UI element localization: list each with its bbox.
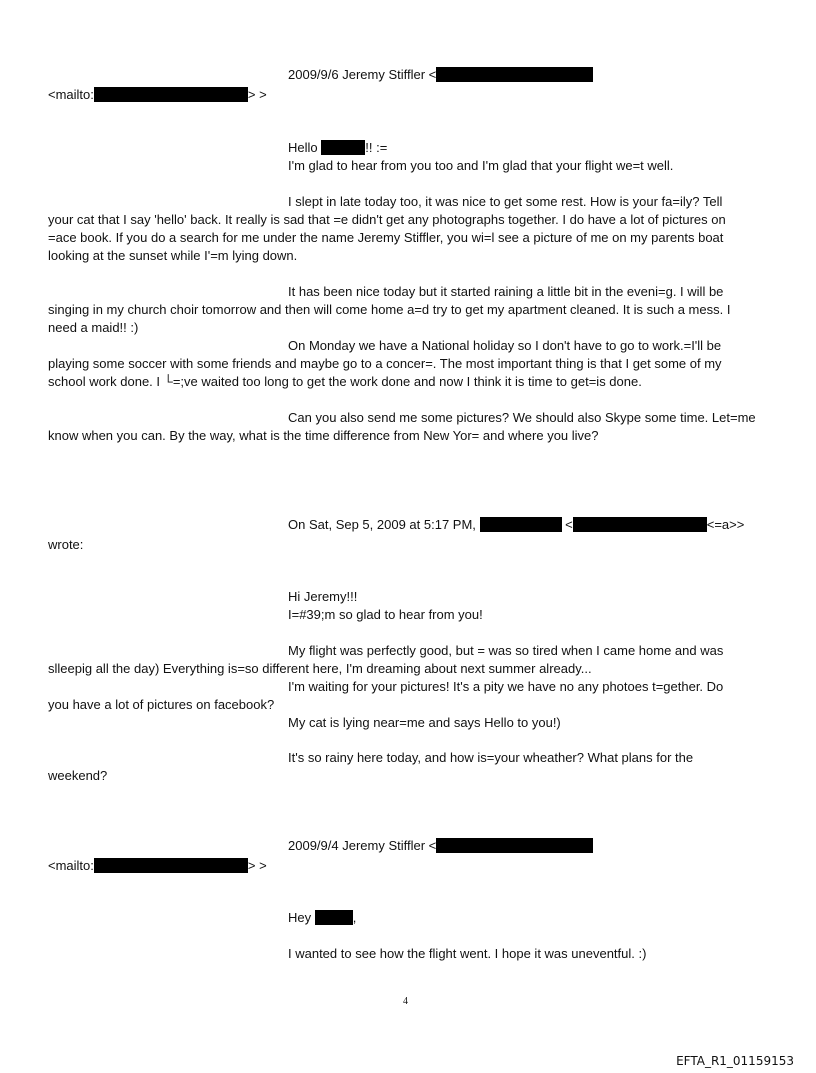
email1-para2-line2: your cat that I say 'hello' back. It really is sad that =e didn't get any photographs together. I do have a lot of pictures on [48, 212, 726, 227]
greeting-1 [288, 139, 387, 157]
email1-para4-line1: On Monday we have a National holiday so I don't have to go to work.=I'll be [288, 338, 722, 353]
email1-para4-line3: school work done. I └=;ve waited too long to get the work done and now I think it is time to get=is done. [48, 374, 642, 389]
redaction-box [94, 858, 248, 873]
mailto-line-3 [48, 857, 267, 875]
email2-para1-line1: My flight was perfectly good, but = was so tired when I came home and was [288, 643, 724, 658]
email-header-1 [288, 66, 593, 84]
email1-para2-line4: looking at the sunset while I'=m lying down. [48, 248, 298, 263]
redaction-box [436, 838, 593, 853]
greeting-3 [288, 909, 356, 927]
email1-para3-line2: singing in my church choir tomorrow and then will come home a=d try to get my apartment cleaned. It is such a mess. I [48, 302, 731, 317]
redaction-box [321, 140, 365, 155]
greeting-prefix: Hey [288, 910, 315, 925]
header-suffix: <=a>> [706, 517, 745, 532]
greeting-prefix: Hello [288, 140, 322, 155]
email1-para2-line3: =ace book. If you do a search for me under the name Jeremy Stiffler, you wi=l see a picture of me on my parents boat [48, 230, 724, 245]
email-header-3 [288, 837, 593, 855]
email1-para1: I'm glad to hear from you too and I'm glad that your flight we=t well. [288, 158, 674, 173]
email2-para1-line2: slleepig all the day) Everything is=so different here, I'm dreaming about next summer already... [48, 661, 592, 676]
greeting-suffix: !! := [365, 140, 388, 155]
mailto-prefix: <mailto: [48, 87, 94, 102]
email2-para4-line2: weekend? [48, 768, 108, 783]
email1-para5-line1: Can you also send me some pictures? We should also Skype some time. Let=me [288, 410, 756, 425]
email2-para2-line1: I'm waiting for your pictures! It's a pity we have no any photoes t=gether. Do [288, 679, 724, 694]
email1-para3-line1: It has been nice today but it started raining a little bit in the eveni=g. I will be [288, 284, 724, 299]
document-id: EFTA_R1_01159153 [676, 1054, 794, 1068]
email2-para3: My cat is lying near=me and says Hello to you!) [288, 715, 561, 730]
mailto-suffix: > > [247, 87, 267, 102]
email2-greeting: Hi Jeremy!!! [288, 589, 358, 604]
email1-para3-line3: need a maid!! :) [48, 320, 139, 335]
email2-para2-line2: you have a lot of pictures on facebook? [48, 697, 275, 712]
mailto-line-1 [48, 86, 267, 104]
email3-line1: I wanted to see how the flight went. I hope it was uneventful. :) [288, 946, 647, 961]
redaction-box [573, 517, 707, 532]
redaction-box [315, 910, 353, 925]
email2-para4-line1: It's so rainy here today, and how is=your wheather? What plans for the [288, 750, 694, 765]
email1-para2-line1: I slept in late today too, it was nice to get some rest. How is your fa=ily? Tell [288, 194, 723, 209]
page-number: 4 [403, 996, 408, 1007]
mailto-suffix: > > [247, 858, 267, 873]
header-text: 2009/9/4 Jeremy Stiffler < [288, 838, 437, 853]
email1-para4-line2: playing some soccer with some friends and maybe go to a concer=. The most important thing is that I get some of my [48, 356, 722, 371]
header-text: On Sat, Sep 5, 2009 at 5:17 PM, [288, 517, 476, 532]
redaction-box [94, 87, 248, 102]
header-text: 2009/9/6 Jeremy Stiffler < [288, 67, 437, 82]
greeting-suffix: , [352, 910, 357, 925]
email2-wrote: wrote: [48, 537, 84, 552]
redaction-box [480, 517, 562, 532]
header-mid: < [565, 517, 573, 532]
email1-para5-line2: know when you can. By the way, what is the time difference from New Yor= and where you live? [48, 428, 599, 443]
mailto-prefix: <mailto: [48, 858, 94, 873]
redaction-box [436, 67, 593, 82]
email-header-2 [288, 516, 744, 534]
email2-line2: I=#39;m so glad to hear from you! [288, 607, 483, 622]
